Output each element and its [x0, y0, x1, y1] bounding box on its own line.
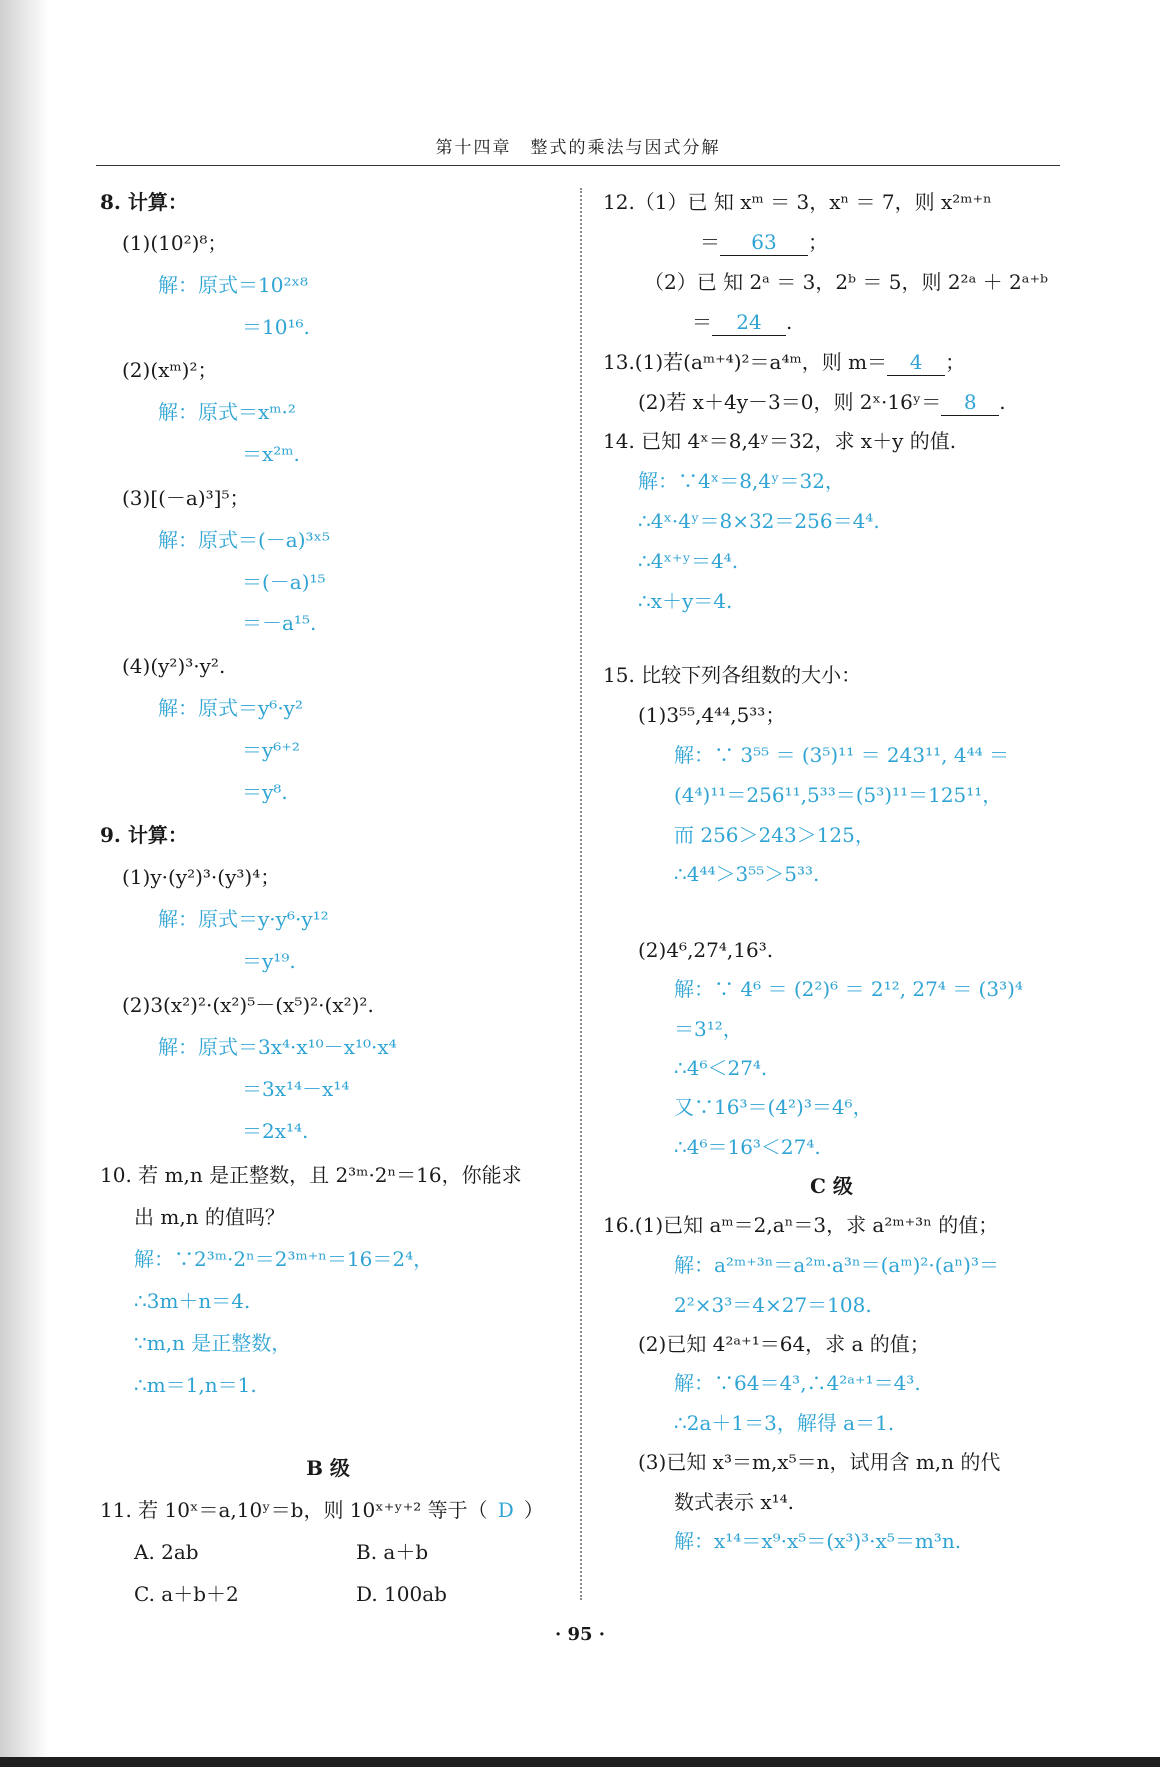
q8-part3: (3)[(－a)³]⁵；: [122, 486, 250, 510]
q10-answer-1: 解：∵2³ᵐ·2ⁿ＝2³ᵐ⁺ⁿ＝16＝2⁴，: [134, 1247, 434, 1271]
q15-part2: (2)4⁶,27⁴,16³.: [638, 938, 774, 962]
q8-part2: (2)(xᵐ)²；: [122, 358, 218, 382]
q11-option-c: C. a＋b＋2: [134, 1582, 239, 1606]
q12-part2: （2）已 知 2ᵃ ＝ 3，2ᵇ ＝ 5，则 2²ᵃ ＋ 2ᵃ⁺ᵇ: [644, 270, 1049, 294]
q8-part4-answer-3: ＝y⁸.: [242, 780, 288, 804]
level-b-heading: B 级: [306, 1456, 350, 1480]
q15-part1-answer-3: 而 256＞243＞125，: [674, 823, 875, 847]
q13-part1-blank: 4: [887, 349, 945, 376]
q11-stem: [100, 1497, 544, 1523]
q14-stem: 14. 已知 4ˣ＝8,4ʸ＝32，求 x＋y 的值.: [603, 429, 957, 453]
q8-part3-answer-2: ＝(－a)¹⁵: [242, 570, 326, 594]
q15-stem: 15. 比较下列各组数的大小：: [603, 663, 862, 687]
q8-part1-answer-1: 解：原式＝10²ˣ⁸: [158, 273, 308, 297]
q15-part2-answer-4: 又∵16³＝(4²)³＝4⁶，: [674, 1095, 873, 1119]
q13-part2: (2)若 x＋4y－3＝0，则 2ˣ·16ʸ＝: [638, 390, 942, 414]
q15-part2-answer-5: ∴4⁶＝16³＜27⁴.: [674, 1135, 821, 1159]
q11-close-paren: ）: [523, 1498, 544, 1522]
q8-part4-answer-2: ＝y⁶⁺²: [242, 738, 300, 762]
q16-part1-answer-1: 解：a²ᵐ⁺³ⁿ＝a²ᵐ·a³ⁿ＝(aᵐ)²·(aⁿ)³＝: [674, 1253, 999, 1277]
q15-part1-answer-4: ∴4⁴⁴＞3⁵⁵＞5³³.: [674, 862, 820, 886]
q16-part3-line-1: (3)已知 x³＝m,x⁵＝n，试用含 m,n 的代: [638, 1450, 1001, 1474]
q14-answer-4: ∴x＋y＝4.: [638, 589, 733, 613]
q8-part3-answer-3: ＝－a¹⁵.: [242, 611, 317, 635]
q15-part2-answer-3: ∴4⁶＜27⁴.: [674, 1056, 768, 1080]
q16-part3-line-2: 数式表示 x¹⁴.: [674, 1490, 795, 1514]
q15-part1-answer-2: (4⁴)¹¹＝256¹¹,5³³＝(5³)¹¹＝125¹¹，: [674, 783, 1003, 807]
q8-part1-answer-2: ＝10¹⁶.: [242, 315, 310, 339]
q16-part2: (2)已知 4²ᵃ⁺¹＝64，求 a 的值；: [638, 1332, 930, 1356]
page-number: · 95 ·: [554, 1624, 606, 1645]
q16-part2-answer-1: 解：∵64＝4³,∴4²ᵃ⁺¹＝4³.: [674, 1371, 921, 1395]
q9-part1-answer-1: 解：原式＝y·y⁶·y¹²: [158, 907, 329, 931]
q11-option-b: B. a＋b: [356, 1540, 429, 1564]
level-c-heading: C 级: [810, 1174, 853, 1198]
q15-part1-answer-1: 解：∵ 3⁵⁵ ＝ (3⁵)¹¹ ＝ 243¹¹, 4⁴⁴ ＝: [674, 743, 1009, 767]
q10-answer-4: ∴m＝1,n＝1.: [134, 1373, 257, 1397]
q12-part1: 12.（1）已 知 xᵐ ＝ 3，xⁿ ＝ 7，则 x²ᵐ⁺ⁿ: [603, 190, 992, 214]
q16-part2-answer-2: ∴2a＋1＝3，解得 a＝1.: [674, 1411, 895, 1435]
q15-part1: (1)3⁵⁵,4⁴⁴,5³³；: [638, 703, 786, 727]
q9-part2-answer-2: ＝3x¹⁴－x¹⁴: [242, 1077, 350, 1101]
q12-part2-blank-line: ＝ 24 .: [692, 310, 793, 334]
q8-part1: (1)(10²)⁸；: [122, 231, 228, 255]
q13-part1-line: 13.(1)若(aᵐ⁺⁴)²＝a⁴ᵐ，则 m＝ 4 ；: [603, 350, 966, 374]
q9-part2-answer-3: ＝2x¹⁴.: [242, 1119, 309, 1143]
q12-part1-blank: 63: [720, 229, 808, 256]
q10-answer-2: ∴3m＋n＝4.: [134, 1289, 251, 1313]
q9-part1: (1)y·(y²)³·(y³)⁴；: [122, 865, 281, 889]
q8-part2-answer-1: 解：原式＝xᵐ·²: [158, 400, 296, 424]
chapter-header: 第十四章 整式的乘法与因式分解: [435, 138, 721, 158]
q13-part2-line: (2)若 x＋4y－3＝0，则 2ˣ·16ʸ＝ 8 .: [638, 390, 1006, 414]
q9-part2-answer-1: 解：原式＝3x⁴·x¹⁰－x¹⁰·x⁴: [158, 1035, 397, 1059]
q13-part1: 13.(1)若(aᵐ⁺⁴)²＝a⁴ᵐ，则 m＝: [603, 350, 888, 374]
q10-answer-3: ∵m,n 是正整数，: [134, 1331, 292, 1355]
q15-part2-answer-1: 解：∵ 4⁶ ＝ (2²)⁶ ＝ 2¹², 27⁴ ＝ (3³)⁴: [674, 977, 1023, 1001]
column-divider: [580, 188, 582, 1600]
q14-answer-2: ∴4ˣ·4ʸ＝8×32＝256＝4⁴.: [638, 509, 880, 533]
q16-part3-answer: 解：x¹⁴＝x⁹·x⁵＝(x³)³·x⁵＝m³n.: [674, 1529, 962, 1553]
q9-title: 9. 计算：: [100, 823, 188, 847]
q8-part4-answer-1: 解：原式＝y⁶·y²: [158, 696, 303, 720]
q11-option-d: D. 100ab: [356, 1582, 447, 1606]
q12-part2-blank: 24: [712, 309, 786, 336]
q12-part1-blank-line: ＝ 63 ；: [700, 230, 828, 254]
q8-part2-answer-2: ＝x²ᵐ.: [242, 442, 300, 466]
page-edge-shadow: [0, 0, 48, 1767]
q14-answer-3: ∴4ˣ⁺ʸ＝4⁴.: [638, 549, 739, 573]
q8-part4: (4)(y²)³·y².: [122, 654, 226, 678]
q13-part2-blank: 8: [941, 389, 999, 416]
q9-part2: (2)3(x²)²·(x²)⁵－(x⁵)²·(x²)².: [122, 993, 374, 1017]
q11-option-a: A. 2ab: [134, 1540, 199, 1564]
q10-line-1: 10. 若 m,n 是正整数，且 2³ᵐ·2ⁿ＝16，你能求: [100, 1163, 522, 1187]
header-rule: [96, 165, 1060, 166]
q11-answer: D: [497, 1498, 514, 1522]
q16-part1-answer-2: 2²×3³＝4×27＝108.: [674, 1293, 872, 1317]
q10-line-2: 出 m,n 的值吗？: [134, 1205, 285, 1229]
q8-title: 8. 计算：: [100, 190, 188, 214]
q16-part1: 16.(1)已知 aᵐ＝2,aⁿ＝3，求 a²ᵐ⁺³ⁿ 的值；: [603, 1213, 999, 1237]
q8-part3-answer-1: 解：原式＝(－a)³ˣ⁵: [158, 528, 331, 552]
bottom-bar: [0, 1757, 1160, 1767]
q14-answer-1: 解：∵4ˣ＝8,4ʸ＝32，: [638, 469, 845, 493]
q15-part2-answer-2: ＝3¹²，: [674, 1017, 743, 1041]
q11-stem-text: 11. 若 10ˣ＝a,10ʸ＝b，则 10ˣ⁺ʸ⁺² 等于（: [100, 1498, 488, 1522]
q9-part1-answer-2: ＝y¹⁹.: [242, 949, 296, 973]
